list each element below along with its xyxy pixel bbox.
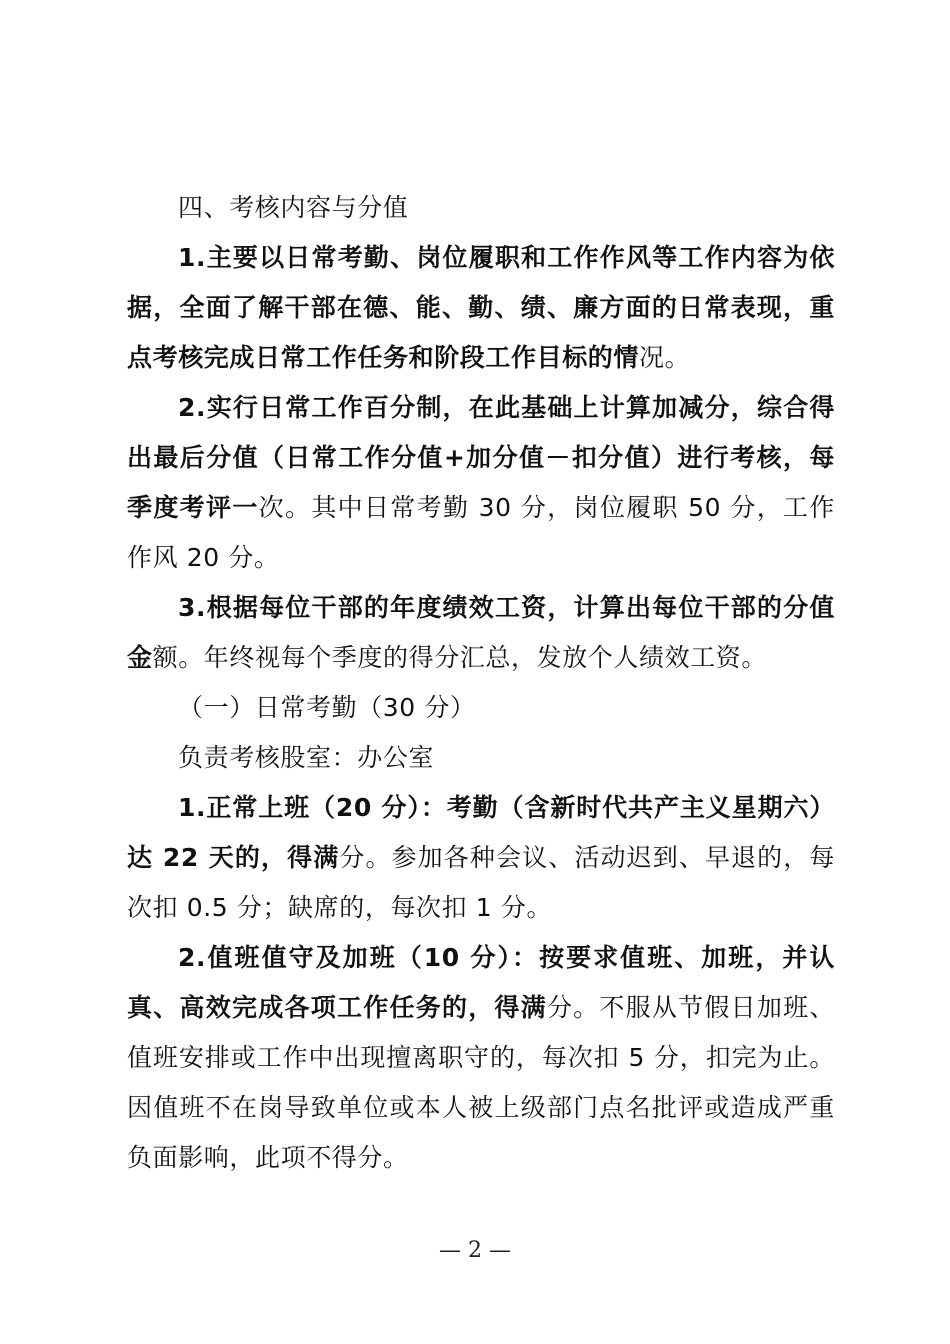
sub-heading-text: （一）日常考勤（30 分） (178, 693, 476, 722)
paragraph-2-text: 次。其中日常考勤 30 分，岗位履职 50 分，工作作风 20 分。 (127, 493, 835, 572)
section-heading (127, 183, 835, 233)
item-1 (127, 783, 835, 933)
item-1-text: 分。参加各种会议、活动迟到、早退的，每次扣 0.5 分；缺席的，每次扣 1 分。 (127, 843, 836, 922)
sub-heading (127, 683, 835, 733)
page-number: — 2 — (439, 1238, 511, 1263)
paragraph-2 (127, 383, 835, 583)
paragraph-2-bold: 2.实行日常工作百分制，在此基础上计算加减分，综合得出最后分值（日常工作分值+加分值－扣分值）进行考核，每季度考评一 (127, 393, 835, 522)
item-2-text: 分。不服从节假日加班、值班安排或工作中出现擅离职守的，每次扣 5 分，扣完为止。因值班不在岗导致单位或本人被上级部门点名批评或造成严重负面影响，此项不得分。 (127, 993, 835, 1172)
paragraph-3-bold: 3.根据每位干部的年度绩效工资，计算出每位干部的分值金 (127, 593, 835, 672)
item-2 (127, 933, 835, 1183)
section-heading-text: 四、考核内容与分值 (178, 193, 409, 222)
paragraph-3-text: 额。年终视每个季度的得分汇总，发放个人绩效工资。 (152, 643, 768, 672)
responsible-office (127, 733, 835, 783)
responsible-office-text: 负责考核股室：办公室 (178, 743, 435, 772)
document-body (127, 183, 835, 1183)
paragraph-3 (127, 583, 835, 683)
paragraph-1-bold: 1.主要以日常考勤、岗位履职和工作作风等工作内容为依据，全面了解干部在德、能、勤、绩、廉方面的日常表现，重点考核完成日常工作任务和阶段工作目标的情 (127, 243, 835, 372)
paragraph-1 (127, 233, 835, 383)
paragraph-1-text: 况。 (639, 343, 691, 372)
item-2-bold: 2.值班值守及加班（10 分）：按要求值班、加班，并认真、高效完成各项工作任务的，得满 (127, 943, 835, 1022)
item-1-bold: 1.正常上班（20 分）：考勤（含新时代共产主义星期六）达 22 天的，得满 (127, 793, 835, 872)
